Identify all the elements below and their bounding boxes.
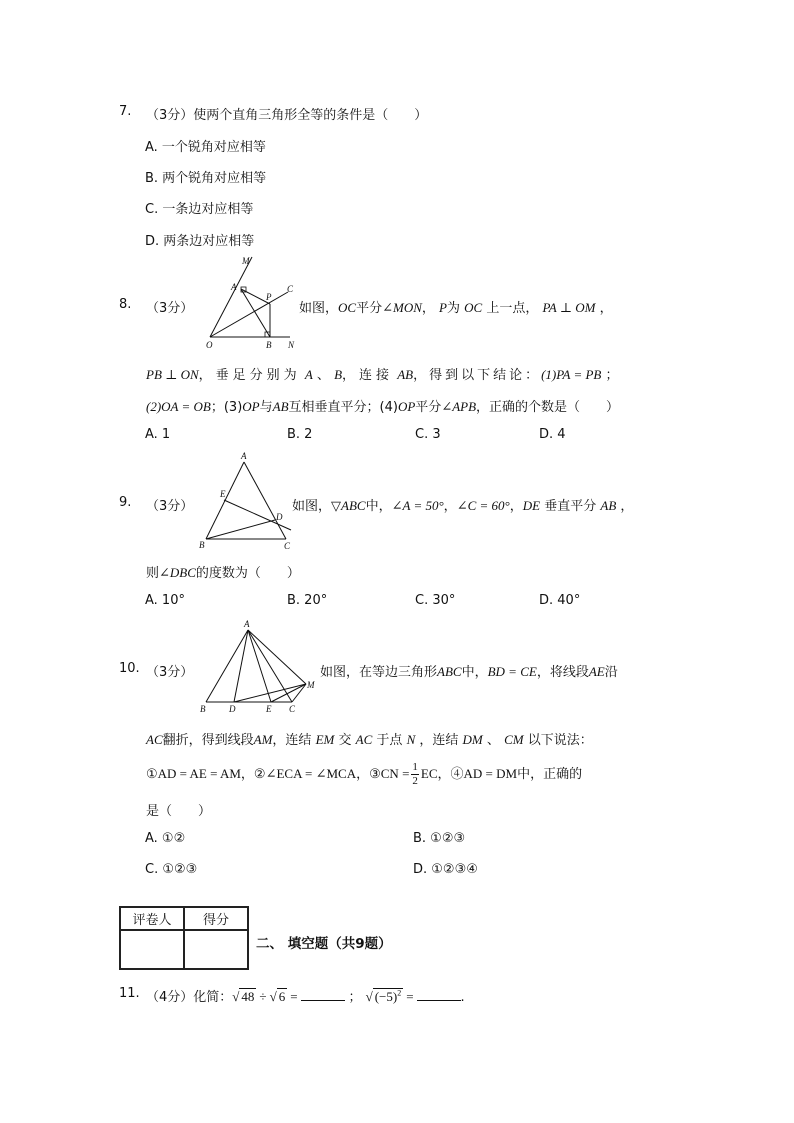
- q10-math: N: [406, 732, 416, 747]
- q8-label-p: P: [266, 292, 272, 302]
- q11-stem: （4分）化简：: [146, 990, 233, 1005]
- q9-text: 垂直平分: [544, 499, 597, 514]
- q8-option-a: A. 1: [145, 427, 171, 442]
- score-cell: [184, 930, 248, 969]
- q11-radicand: 48: [241, 989, 255, 1004]
- q8-math: OC: [464, 300, 483, 315]
- q8-line1: [299, 297, 613, 316]
- q8-math: P: [439, 300, 447, 315]
- q9-option-c: C. 30°: [415, 593, 456, 608]
- q9-text: ，: [443, 499, 457, 514]
- q10-math: EM: [315, 732, 335, 747]
- q9-text: 的度数为（ ）: [195, 566, 300, 581]
- q8-text: 、: [316, 368, 330, 383]
- q10-frac-den: 2: [412, 775, 418, 787]
- q9-figure: [194, 448, 300, 554]
- q8-math: AB: [397, 367, 414, 382]
- q10-math: BD = CE: [487, 664, 537, 679]
- q8-score: （3分）: [146, 301, 194, 316]
- q9-text: ，: [509, 499, 523, 514]
- q8-text: ；: [605, 368, 619, 383]
- q9-math: DE: [522, 498, 541, 513]
- q11-operator: ÷: [259, 989, 267, 1004]
- q8-text: 为: [446, 301, 460, 316]
- q7-option-a: A. 一个锐角对应相等: [145, 140, 266, 155]
- q10-line2: [146, 729, 593, 748]
- q10-statement: EC，④AD = DM中，正确的: [420, 766, 583, 781]
- q8-line3: [146, 396, 619, 415]
- q8-text: 互相垂直平分；(4): [288, 400, 398, 415]
- q8-label-o: O: [206, 340, 213, 350]
- reviewer-cell: [120, 930, 184, 969]
- q8-option-c: C. 3: [415, 427, 441, 442]
- q10-option-a: A. ①②: [145, 831, 186, 846]
- q8-text: ，得到以下结论：: [413, 368, 542, 383]
- q8-label-n: N: [288, 340, 295, 350]
- q10-math: DM: [462, 732, 483, 747]
- q10-number: 10.: [119, 661, 140, 676]
- q9-option-d: D. 40°: [539, 593, 581, 608]
- q10-label-a: A: [244, 619, 250, 629]
- q10-math: AC: [146, 732, 163, 747]
- q10-text: 如图，在等边三角形: [320, 665, 438, 680]
- q8-label-m: M: [242, 256, 250, 266]
- q11-period: .: [460, 990, 465, 1005]
- q10-line3: [146, 756, 582, 792]
- q9-math: ∠DBC: [159, 565, 196, 580]
- q11-separator: ；: [348, 990, 362, 1005]
- q8-option-d: D. 4: [539, 427, 566, 442]
- q8-text: ，垂足分别为: [198, 368, 301, 383]
- q7-stem: （3分）使两个直角三角形全等的条件是（ ）: [146, 108, 428, 123]
- q8-math: A: [304, 367, 313, 382]
- q9-label-a: A: [241, 451, 247, 461]
- q8-text: ，: [421, 301, 435, 316]
- q10-text: 于点: [376, 733, 403, 748]
- section-title: 二、 填空题（共9题）: [256, 936, 392, 952]
- q7-number: 7.: [119, 104, 132, 119]
- q8-math: (1)PA = PB: [541, 367, 602, 382]
- q11-blank-1[interactable]: [301, 988, 345, 1001]
- q10-text: 中，: [461, 665, 488, 680]
- q9-label-d: D: [276, 512, 283, 522]
- q8-text: 上一点，: [486, 301, 539, 316]
- q8-text: ，: [599, 301, 613, 316]
- q8-label-b: B: [266, 340, 272, 350]
- q10-fraction: [411, 761, 419, 788]
- q11-blank-2[interactable]: [417, 988, 461, 1001]
- q8-math: ∠APB: [441, 399, 477, 414]
- q8-label-c: C: [287, 284, 294, 294]
- q8-text: ，连接: [342, 368, 394, 383]
- q11-exponent: 2: [397, 988, 402, 998]
- q9-text: 如图，: [292, 499, 332, 514]
- q11-radicand: 6: [278, 989, 286, 1004]
- q10-option-c: C. ①②③: [145, 862, 198, 877]
- q9-number: 9.: [119, 495, 132, 510]
- q8-figure: [200, 252, 300, 352]
- q10-line4: 是（ ）: [146, 804, 212, 819]
- q10-frac-num: 1: [412, 761, 418, 773]
- q10-text: ，连结: [272, 733, 312, 748]
- q10-text: 、: [486, 733, 500, 748]
- q8-number: 8.: [119, 297, 132, 312]
- q10-option-d: D. ①②③④: [413, 862, 478, 877]
- score-table: [119, 906, 249, 970]
- q10-math: ABC: [437, 664, 462, 679]
- q7-option-c: C. 一条边对应相等: [145, 202, 254, 217]
- q11-equals: =: [290, 989, 298, 1004]
- q10-text: 以下说法：: [527, 733, 593, 748]
- q8-math: PA ⊥ OM: [542, 300, 596, 315]
- q10-math: AE: [588, 664, 605, 679]
- q8-line2: [146, 364, 619, 383]
- q10-text: 沿: [604, 665, 618, 680]
- reviewer-header: 评卷人: [120, 907, 184, 930]
- q9-label-b: B: [199, 540, 205, 550]
- q9-math: ∠C = 60°: [456, 498, 510, 513]
- q8-math: OP: [242, 399, 260, 414]
- q10-text: 交: [338, 733, 352, 748]
- q11-radicand: (−5): [374, 989, 398, 1004]
- q9-line1: [292, 495, 633, 514]
- q9-math: ∠A = 50°: [391, 498, 444, 513]
- q9-option-a: A. 10°: [145, 593, 185, 608]
- q10-math: AC: [355, 732, 373, 747]
- q9-score: （3分）: [146, 499, 194, 514]
- q8-label-a: A: [231, 282, 237, 292]
- q8-text: ，正确的个数是（ ）: [476, 400, 620, 415]
- q11-equals: =: [406, 989, 414, 1004]
- q9-text: 则: [146, 566, 160, 581]
- q8-text: ；(3): [210, 400, 243, 415]
- q10-figure: [196, 616, 320, 720]
- q8-math: AB: [272, 399, 289, 414]
- q8-text: 与: [259, 400, 273, 415]
- score-header: 得分: [184, 907, 248, 930]
- q10-option-b: B. ①②③: [413, 831, 466, 846]
- q10-text: ，连结: [419, 733, 459, 748]
- q8-math: OP: [397, 399, 416, 414]
- q9-math: ▽ABC: [331, 498, 366, 513]
- q7-option-b: B. 两个锐角对应相等: [145, 171, 267, 186]
- q9-option-b: B. 20°: [287, 593, 328, 608]
- q10-score: （3分）: [146, 665, 194, 680]
- q8-math: (2)OA = OB: [146, 399, 211, 414]
- q8-math: ∠MON: [382, 300, 422, 315]
- q11-line: （4分）化简：√ 48 ÷ √ 6 = ； √ $(-5)^2$ = .: [146, 988, 465, 1005]
- q11-number: 11.: [119, 986, 140, 1001]
- q10-label-c: C: [289, 704, 296, 714]
- q10-label-d: D: [229, 704, 236, 714]
- q10-label-e: E: [266, 704, 272, 714]
- q9-text: 中，: [365, 499, 392, 514]
- q8-text: 平分: [415, 400, 442, 415]
- q8-text: 如图，: [299, 301, 339, 316]
- q9-label-e: E: [220, 489, 226, 499]
- q10-math: CM: [504, 732, 524, 747]
- q10-text: ，将线段: [536, 665, 589, 680]
- q10-label-m: M: [307, 680, 315, 690]
- q7-option-d: D. 两条边对应相等: [145, 234, 255, 249]
- q8-math: B: [334, 367, 343, 382]
- q9-math: AB: [600, 498, 617, 513]
- q8-math: PB ⊥ ON: [146, 367, 199, 382]
- q10-label-b: B: [200, 704, 206, 714]
- q10-statement: ①AD = AE = AM，②∠ECA = ∠MCA，③CN =: [146, 766, 410, 781]
- q9-text: ，: [620, 499, 634, 514]
- q8-text: 平分: [356, 301, 383, 316]
- q10-line1: [320, 661, 618, 680]
- q8-math: OC: [338, 300, 357, 315]
- q9-line2: [146, 562, 300, 581]
- q10-text: 翻折，得到线段: [162, 733, 254, 748]
- q10-math: AM: [253, 732, 273, 747]
- q8-option-b: B. 2: [287, 427, 313, 442]
- q9-label-c: C: [284, 541, 291, 551]
